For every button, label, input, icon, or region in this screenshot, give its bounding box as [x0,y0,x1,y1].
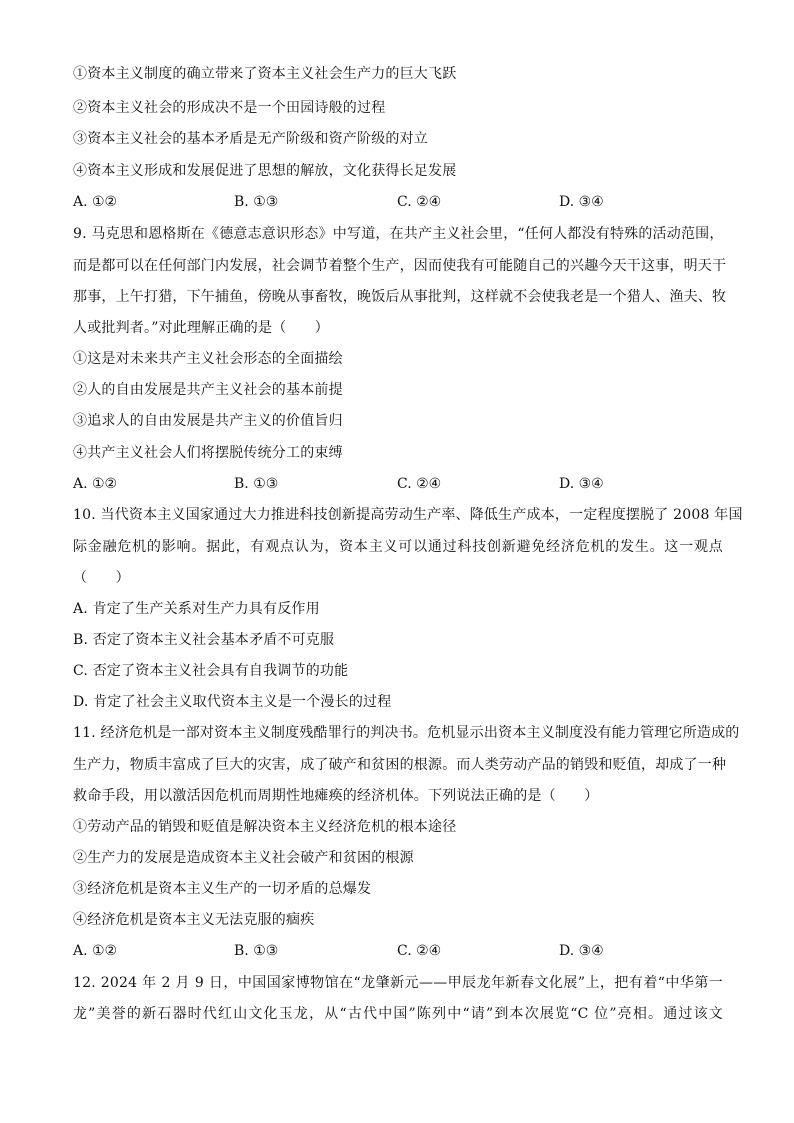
q11-statement-1: ①劳动产品的销毁和贬值是解决资本主义经济危机的根本途径 [73,819,457,835]
q9-option-a[interactable]: A. ①② [73,476,118,492]
q10-choice-a[interactable]: A. 肯定了生产关系对生产力具有反作用 [73,601,320,617]
q8-statement-1: ①资本主义制度的确立带来了资本主义社会生产力的巨大飞跃 [73,66,457,82]
q10-choice-c[interactable]: C. 否定了资本主义社会具有自我调节的功能 [73,663,349,679]
q9-option-c[interactable]: C. ②④ [397,476,442,492]
q11-option-d[interactable]: D. ③④ [559,943,604,959]
q12-stem-line-1: 12. 2024 年 2 月 9 日，中国国家博物馆在“龙肇新元——甲辰龙年新春文化展”上，把有着“中华第一 [73,975,723,991]
q11-option-c[interactable]: C. ②④ [397,943,442,959]
q9-stem-line-1: 9. 马克思和恩格斯在《德意志意识形态》中写道，在共产主义社会里，“任何人都没有特殊的活动范围， [73,226,724,242]
q11-statement-4: ④经济危机是资本主义无法克服的痼疾 [73,912,315,928]
q9-stem-line-4: 人或批判者。”对此理解正确的是（ ） [73,320,329,336]
q8-option-c[interactable]: C. ②④ [397,194,442,210]
q10-choice-b[interactable]: B. 否定了资本主义社会基本矛盾不可克服 [73,632,335,648]
q9-option-b[interactable]: B. ①③ [234,476,279,492]
q12-stem-line-2: 龙”美誉的新石器时代红山文化玉龙，从“古代中国”陈列中“请”到本次展览“C 位”亮相。通过该文 [73,1006,723,1022]
q9-statement-2: ②人的自由发展是共产主义社会的基本前提 [73,382,343,398]
q10-stem-line-2: 际金融危机的影响。据此，有观点认为，资本主义可以通过科技创新避免经济危机的发生。这一观点 [73,539,723,555]
q8-statement-2: ②资本主义社会的形成决不是一个田园诗般的过程 [73,100,386,116]
q11-stem-line-2: 生产力，物质丰富成了巨大的灾害，成了破产和贫困的根源。而人类劳动产品的销毁和贬值，却成了一种 [73,757,727,773]
q9-statement-1: ①这是对未来共产主义社会形态的全面描绘 [73,351,343,367]
q10-stem-line-1: 10. 当代资本主义国家通过大力推进科技创新提高劳动生产率、降低生产成本，一定程度摆脱了 2008 年国 [73,507,743,523]
q11-option-b[interactable]: B. ①③ [234,943,279,959]
q10-stem-line-3: （ ） [73,570,130,586]
q8-option-b[interactable]: B. ①③ [234,194,279,210]
q9-option-d[interactable]: D. ③④ [559,476,604,492]
q11-option-a[interactable]: A. ①② [73,943,118,959]
q9-stem-line-2: 而是都可以在任何部门内发展，社会调节着整个生产，因而使我有可能随自己的兴趣今天干这事，明天干 [73,258,727,274]
q11-statement-2: ②生产力的发展是造成资本主义社会破产和贫困的根源 [73,850,414,866]
q11-stem-line-3: 救命手段，用以激活因危机而周期性地瘫痪的经济机体。下列说法正确的是（ ） [73,788,599,804]
q11-stem-line-1: 11. 经济危机是一部对资本主义制度残酷罪行的判决书。危机显示出资本主义制度没有能力管理它所造成的 [73,725,740,741]
q8-option-d[interactable]: D. ③④ [559,194,604,210]
q9-statement-4: ④共产主义社会人们将摆脱传统分工的束缚 [73,445,343,461]
q8-statement-3: ③资本主义社会的基本矛盾是无产阶级和资产阶级的对立 [73,131,428,147]
q9-stem-line-3: 那事，上午打猎，下午捕鱼，傍晚从事畜牧，晚饭后从事批判，这样就不会使我老是一个猎人、渔夫、牧 [73,289,727,305]
q8-option-a[interactable]: A. ①② [73,194,118,210]
q10-choice-d[interactable]: D. 肯定了社会主义取代资本主义是一个漫长的过程 [73,694,392,710]
q8-statement-4: ④资本主义形成和发展促进了思想的解放，文化获得长足发展 [73,163,457,179]
q11-statement-3: ③经济危机是资本主义生产的一切矛盾的总爆发 [73,881,372,897]
q9-statement-3: ③追求人的自由发展是共产主义的价值旨归 [73,413,343,429]
